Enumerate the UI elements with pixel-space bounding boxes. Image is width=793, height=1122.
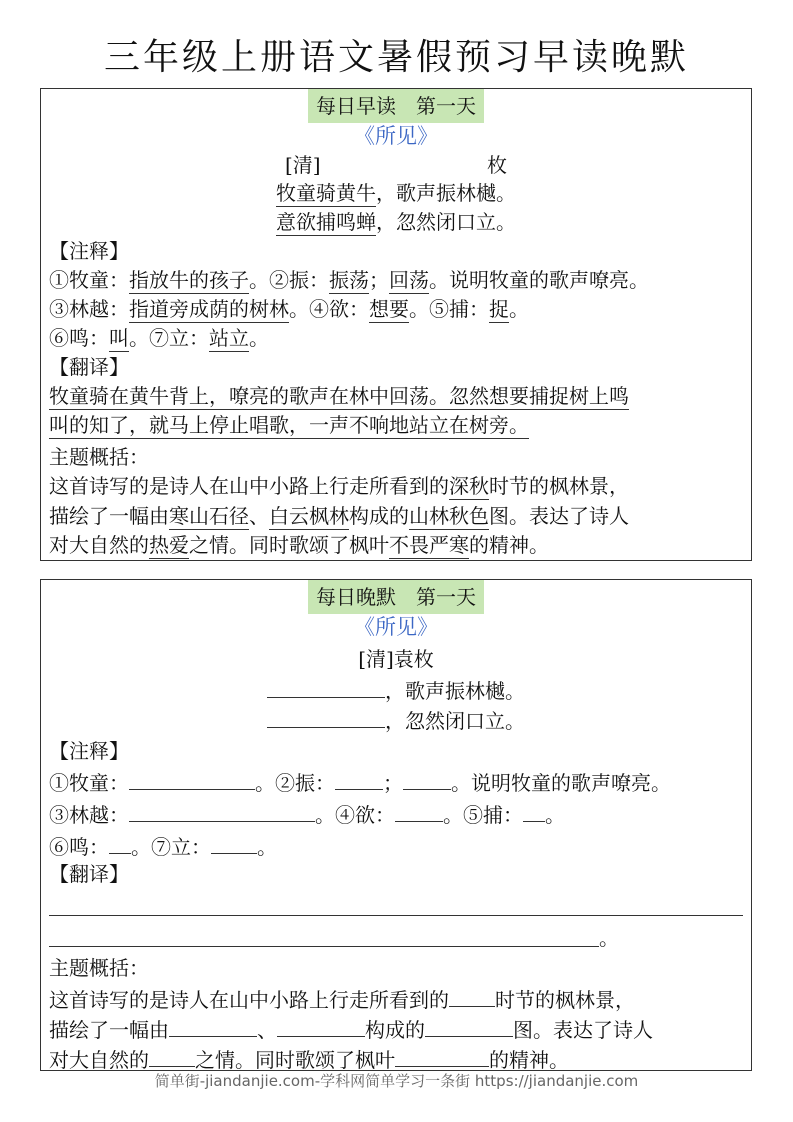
note-answer: 捉 [489,297,509,321]
note-text: 。说明牧童的歌声嘹亮。 [451,771,671,795]
note-text: 。④欲： [289,297,369,321]
evening-dictation-section [40,579,752,1071]
poem-line-1-part-b: ，歌声振林樾。 [376,181,516,205]
note-text: 。②振： [255,771,335,795]
morning-dynasty: [清] [285,153,321,177]
footer-watermark: 简单街-jiandanjie.com-学科网简单学习一条街 https://jiandanjie.com [154,1072,639,1090]
theme-text: 时节的枫林景， [489,474,629,498]
note-answer: 回荡 [389,268,429,292]
note-text: ①牧童： [49,771,129,795]
morning-author: 枚 [487,153,507,177]
poem-line-1-part-b: ，歌声振林樾。 [385,679,525,703]
morning-theme-line-1 [49,472,629,500]
evening-header-row [41,580,751,614]
note-text: ①牧童： [49,268,129,292]
page-title: 三年级上册语文暑假预习早读晚默 [103,37,689,78]
note-text: ⑥鸣： [49,835,109,859]
note-answer: 想要 [369,297,409,321]
evening-note-line-3 [49,831,277,861]
theme-answer: 深秋 [449,474,489,498]
morning-reading-section [40,88,752,561]
poem-line-1-part-a: 牧童骑黄牛 [276,181,376,205]
theme-answer: 热爱 [149,533,189,557]
morning-header: 每日早读 第一天 [308,89,484,123]
morning-theme-line-2 [49,502,629,530]
morning-header-row [41,89,751,123]
theme-text: 时节的枫林景， [495,988,635,1012]
note-text: 。⑦立： [131,835,211,859]
translation-blank-line-2[interactable] [49,946,599,947]
theme-text: 对大自然的 [49,533,149,557]
theme-text: 、 [257,1018,277,1042]
theme-text: 描绘了一幅由 [49,504,169,528]
translation-end-mark: 。 [599,926,619,950]
evening-theme-line-1 [49,984,635,1014]
note-answer: 指道旁成荫的树林 [129,297,289,321]
evening-poem-title: 《所见》 [354,615,438,639]
fill-blank[interactable] [277,1014,365,1037]
theme-text: 之情。同时歌颂了枫叶 [195,1048,395,1072]
morning-theme-heading: 主题概括： [49,445,149,469]
morning-note-line-3 [49,324,269,352]
theme-text: 构成的 [349,504,409,528]
fill-blank[interactable] [169,1014,257,1037]
morning-notes-heading: 【注释】 [49,239,129,263]
evening-header: 每日晚默 第一天 [308,580,484,614]
morning-theme-line-3 [49,531,549,559]
note-text: 。说明牧童的歌声嘹亮。 [429,268,649,292]
fill-blank[interactable] [403,767,451,790]
note-text: ③林越： [49,297,129,321]
theme-answer: 寒山石径 [169,504,249,528]
morning-translation-heading: 【翻译】 [49,355,129,379]
morning-note-line-1 [49,266,649,294]
evening-note-line-2 [49,799,565,829]
note-answer: 振荡 [329,268,369,292]
theme-text: 之情。同时歌颂了枫叶 [189,533,389,557]
fill-blank[interactable] [449,984,495,1007]
theme-text: 图。表达了诗人 [489,504,629,528]
note-answer: 叫 [109,326,129,350]
morning-poem-line-1 [41,179,751,207]
evening-byline: [清]袁枚 [358,647,434,671]
morning-translation-line-1 [49,382,629,410]
theme-text: 的精神。 [469,533,549,557]
note-text: 。 [545,803,565,827]
note-text: 。④欲： [315,803,395,827]
note-text: 。②振： [249,268,329,292]
evening-theme-heading: 主题概括： [49,956,149,980]
evening-notes-heading: 【注释】 [49,739,129,763]
fill-blank[interactable] [425,1014,513,1037]
note-text: ③林越： [49,803,129,827]
morning-poem-line-2 [41,208,751,236]
note-text: ⑥鸣： [49,326,109,350]
theme-text: 这首诗写的是诗人在山中小路上行走所看到的 [49,988,449,1012]
fill-blank[interactable] [129,799,315,822]
fill-blank[interactable] [109,831,131,854]
poem-line-2-part-b: ，忽然闭口立。 [376,210,516,234]
theme-text: 构成的 [365,1018,425,1042]
note-answer: 指放牛的孩子 [129,268,249,292]
poem-line-2-part-b: ，忽然闭口立。 [385,709,525,733]
note-text: 。 [509,297,529,321]
translation-text: 牧童骑在黄牛背上，嘹亮的歌声在林中回荡。忽然想要捕捉树上鸣 [49,384,629,408]
morning-note-line-2 [49,295,529,323]
fill-blank[interactable] [267,705,385,728]
poem-line-2-part-a: 意欲捕鸣蝉 [276,210,376,234]
fill-blank[interactable] [523,799,545,822]
fill-blank[interactable] [335,767,383,790]
evening-poem-line-2 [41,705,751,735]
fill-blank[interactable] [129,767,255,790]
note-text: ； [383,771,403,795]
fill-blank[interactable] [211,831,257,854]
theme-answer: 山林秋色 [409,504,489,528]
evening-theme-line-2 [49,1014,653,1044]
evening-translation-heading: 【翻译】 [49,862,129,886]
translation-blank-line-1[interactable] [49,915,743,916]
morning-translation-line-2 [49,411,529,439]
fill-blank[interactable] [395,1044,489,1067]
theme-text: 、 [249,504,269,528]
theme-text: 这首诗写的是诗人在山中小路上行走所看到的 [49,474,449,498]
translation-text: 叫的知了，就马上停止唱歌，一声不响地站立在树旁。 [49,413,529,437]
theme-text: 的精神。 [489,1048,569,1072]
evening-poem-line-1 [41,675,751,705]
theme-text: 图。表达了诗人 [513,1018,653,1042]
fill-blank[interactable] [395,799,443,822]
note-text: 。⑤捕： [409,297,489,321]
note-text: 。⑤捕： [443,803,523,827]
note-answer: 站立 [209,326,249,350]
fill-blank[interactable] [149,1044,195,1067]
theme-text: 对大自然的 [49,1048,149,1072]
fill-blank[interactable] [267,675,385,698]
note-text: ； [369,268,389,292]
theme-text: 描绘了一幅由 [49,1018,169,1042]
note-text: 。⑦立： [129,326,209,350]
morning-poem-title: 《所见》 [354,124,438,148]
evening-note-line-1 [49,767,671,797]
theme-answer: 白云枫林 [269,504,349,528]
theme-answer: 不畏严寒 [389,533,469,557]
note-text: 。 [257,835,277,859]
note-text: 。 [249,326,269,350]
